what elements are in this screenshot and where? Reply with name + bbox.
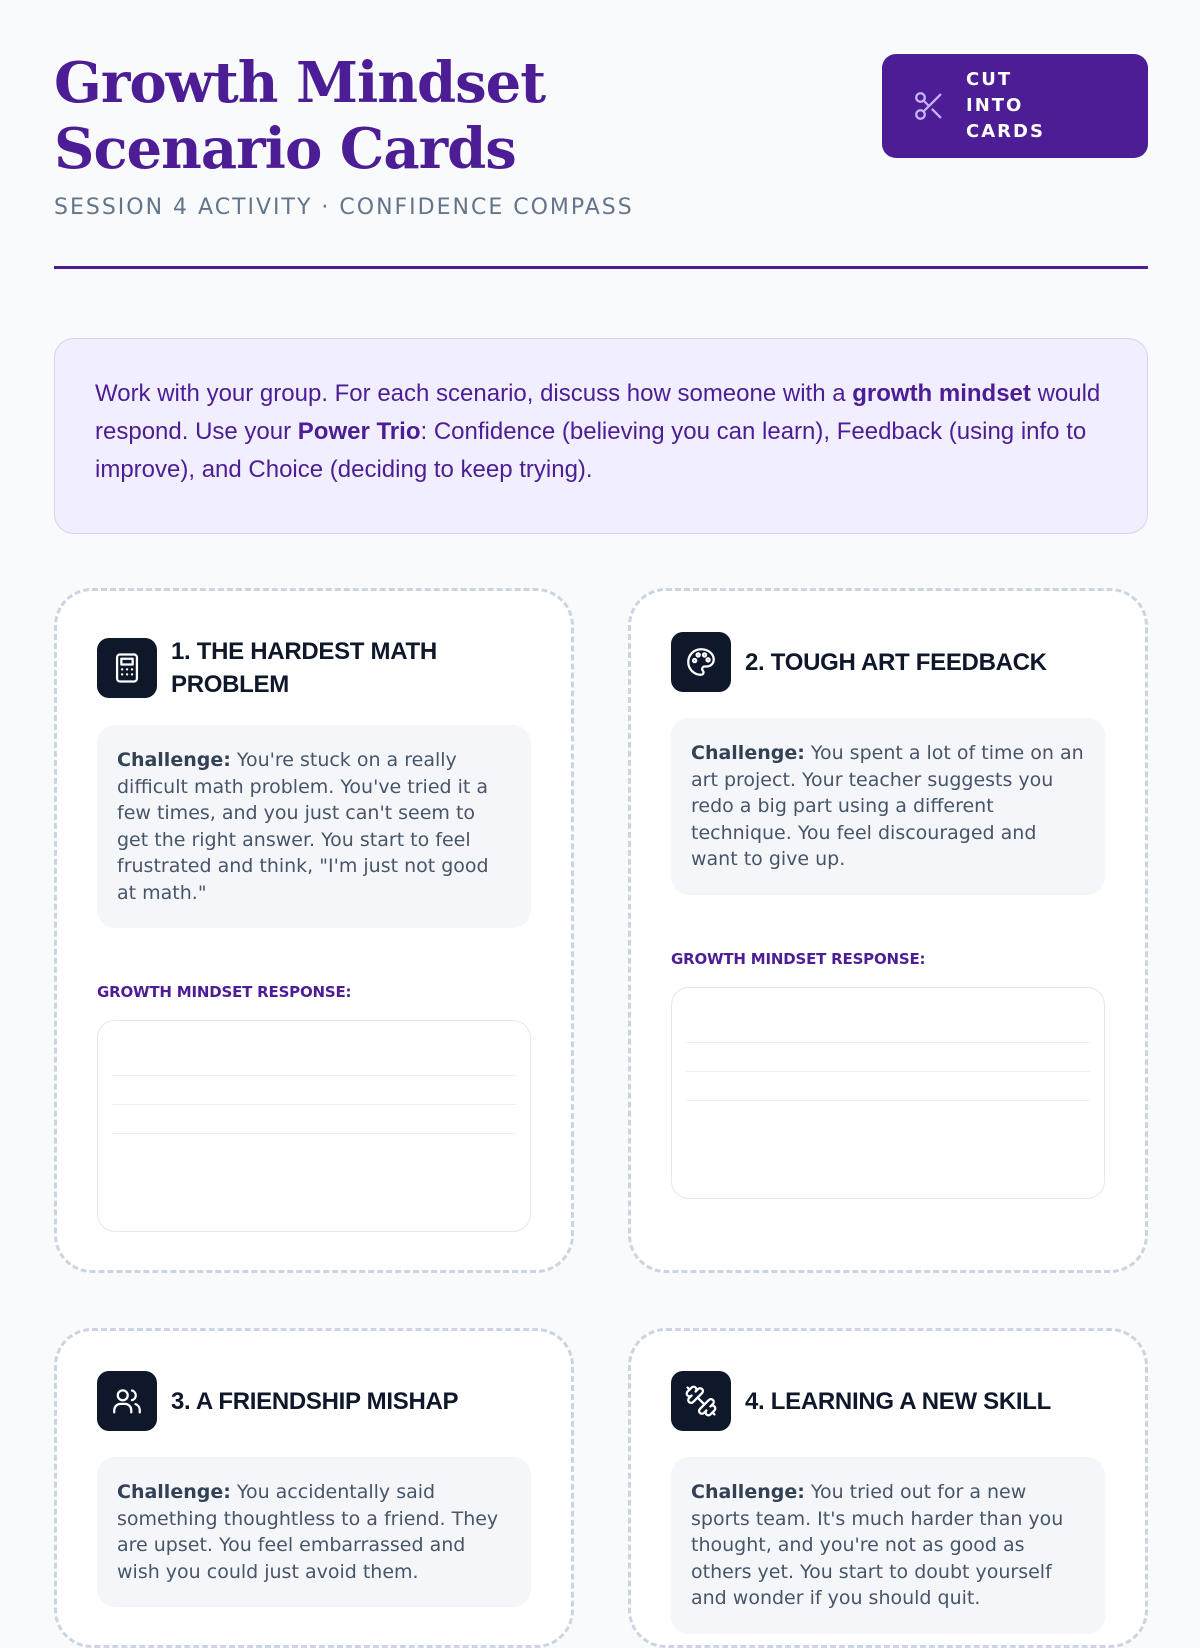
challenge-text: You accidentally said something thoughtless to a friend. They are upset. You feel embarrassed and wish you could just avoid them.	[117, 1481, 499, 1583]
challenge-label: Challenge:	[691, 1481, 805, 1503]
card-title: 1. THE HARDEST MATH PROBLEM	[171, 638, 437, 698]
calculator-icon	[97, 638, 157, 698]
challenge-label: Challenge:	[691, 742, 805, 764]
palette-icon	[671, 632, 731, 692]
response-label: GROWTH MINDSET RESPONSE:	[671, 950, 926, 968]
users-icon	[97, 1371, 157, 1431]
scissors-icon	[912, 89, 946, 123]
card-header	[97, 635, 451, 701]
challenge-box	[97, 1457, 531, 1607]
challenge-box	[671, 1457, 1105, 1634]
instructions-box	[54, 338, 1148, 534]
card-header	[671, 1371, 1051, 1431]
writing-line	[686, 1014, 1090, 1043]
worksheet-page	[54, 0, 1148, 1609]
card-header	[97, 1371, 458, 1431]
page-title: Growth Mindset Scenario Cards	[54, 50, 546, 182]
card-title: 3. A FRIENDSHIP MISHAP	[171, 1387, 459, 1415]
writing-line	[112, 1047, 516, 1076]
card-title: 4. LEARNING A NEW SKILL	[745, 1387, 1051, 1415]
response-writing-area[interactable]	[671, 987, 1105, 1199]
header-divider	[54, 266, 1148, 269]
growth-mindset-emphasis: growth mindset	[852, 380, 1031, 407]
card-header	[671, 632, 1047, 692]
page-subtitle: SESSION 4 ACTIVITY · CONFIDENCE COMPASS	[54, 195, 634, 220]
card-title: 2. TOUGH ART FEEDBACK	[745, 648, 1047, 676]
writing-line	[112, 1076, 516, 1105]
scenario-card-1	[54, 588, 574, 1273]
writing-line	[686, 1043, 1090, 1072]
instructions-text: Work with your group. For each scenario, discuss how someone with a growth mindset would respond. Use your Power Trio: Confidence (believing you can learn), Feedback (using info to improve), and Choice (deciding to keep trying).	[95, 380, 1101, 483]
scenario-card-3	[54, 1328, 574, 1648]
challenge-label: Challenge:	[117, 749, 231, 771]
challenge-box	[671, 718, 1105, 895]
page-header	[54, 0, 1148, 270]
scenario-card-2	[628, 588, 1148, 1273]
response-label: GROWTH MINDSET RESPONSE:	[97, 983, 352, 1001]
challenge-text: You spent a lot of time on an art project. Your teacher suggests you redo a big part using a different technique. You feel discouraged and want to give up.	[691, 742, 1084, 870]
response-writing-area[interactable]	[97, 1020, 531, 1232]
writing-line	[686, 1072, 1090, 1101]
cut-button-label: CUT INTO CARDS	[966, 69, 1045, 142]
challenge-text: You're stuck on a really difficult math problem. You've tried it a few times, and you just can't seem to get the right answer. You start to feel frustrated and think, "I'm just not good at math."	[117, 749, 489, 904]
challenge-label: Challenge:	[117, 1481, 231, 1503]
power-trio-emphasis: Power Trio	[297, 418, 421, 445]
dumbbell-icon	[671, 1371, 731, 1431]
writing-line	[112, 1105, 516, 1134]
scenario-card-4	[628, 1328, 1148, 1648]
challenge-box	[97, 725, 531, 928]
challenge-text: You tried out for a new sports team. It's much harder than you thought, and you're not as good as others yet. You start to doubt yourself and wonder if you should quit.	[691, 1481, 1064, 1609]
cut-into-cards-button[interactable]	[882, 54, 1148, 158]
